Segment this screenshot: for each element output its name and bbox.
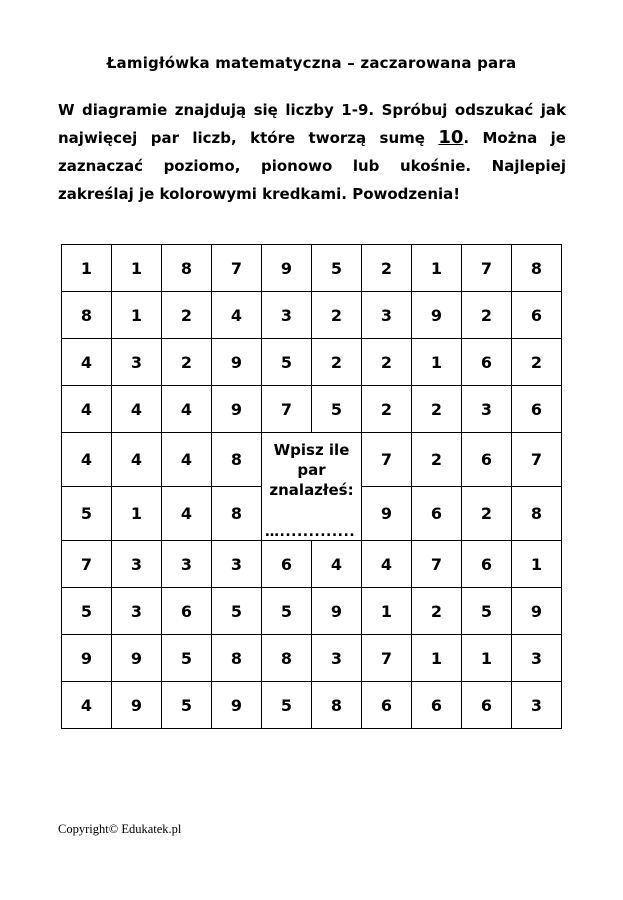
grid-cell: 1 [112, 487, 162, 541]
grid-cell: 7 [362, 635, 412, 682]
grid-cell: 3 [212, 541, 262, 588]
grid-cell: 1 [412, 339, 462, 386]
grid-cell: 6 [512, 386, 562, 433]
grid-cell: 6 [262, 541, 312, 588]
instructions-part1: W diagramie znajdują się liczby 1-9. Spróbuj odszukać jak najwięcej par liczb, które tworzą sumę [58, 101, 566, 147]
grid-cell: 4 [362, 541, 412, 588]
grid-row [62, 245, 562, 292]
grid-cell: 2 [412, 433, 462, 487]
grid-cell: 2 [462, 487, 512, 541]
grid-row [62, 386, 562, 433]
grid-row [62, 588, 562, 635]
grid-cell: 6 [362, 682, 412, 729]
grid-cell: 9 [362, 487, 412, 541]
answer-dots-line: …............. [265, 524, 356, 540]
sum-target: 10 [438, 127, 464, 148]
grid-cell: 2 [462, 292, 512, 339]
grid-cell: 7 [462, 245, 512, 292]
grid-cell: 6 [462, 541, 512, 588]
answer-label-line1: Wpisz ile par [273, 441, 350, 479]
grid-cell: 2 [162, 292, 212, 339]
grid-cell: 4 [162, 433, 212, 487]
grid-row [62, 541, 562, 588]
grid-cell: 9 [112, 682, 162, 729]
grid-cell: 3 [312, 635, 362, 682]
grid-cell: 2 [162, 339, 212, 386]
grid-cell: 9 [212, 339, 262, 386]
grid-row [62, 682, 562, 729]
grid-cell: 5 [262, 339, 312, 386]
grid-cell: 7 [62, 541, 112, 588]
grid-cell: 4 [162, 386, 212, 433]
grid-cell: 6 [412, 487, 462, 541]
grid-cell: 1 [62, 245, 112, 292]
grid-cell: 9 [412, 292, 462, 339]
grid-cell: 9 [62, 635, 112, 682]
number-grid [61, 244, 562, 729]
grid-cell: 6 [462, 339, 512, 386]
grid-cell: 8 [212, 635, 262, 682]
grid-cell: 5 [62, 588, 112, 635]
answer-cell [262, 433, 362, 541]
grid-cell: 9 [312, 588, 362, 635]
grid-cell: 2 [312, 292, 362, 339]
grid-cell: 7 [362, 433, 412, 487]
grid-cell: 6 [462, 682, 512, 729]
grid-cell: 3 [462, 386, 512, 433]
answer-label-line2: znalazłeś: [269, 481, 354, 499]
grid-cell: 7 [262, 386, 312, 433]
grid-row [62, 433, 562, 487]
grid-cell: 8 [312, 682, 362, 729]
grid-cell: 4 [312, 541, 362, 588]
grid-cell: 8 [212, 487, 262, 541]
grid-cell: 1 [412, 635, 462, 682]
grid-cell: 4 [62, 386, 112, 433]
grid-cell: 5 [262, 682, 312, 729]
grid-cell: 7 [412, 541, 462, 588]
grid-cell: 1 [412, 245, 462, 292]
grid-cell: 1 [512, 541, 562, 588]
grid-cell: 2 [512, 339, 562, 386]
grid-cell: 8 [512, 245, 562, 292]
grid-cell: 4 [212, 292, 262, 339]
grid-cell: 5 [162, 682, 212, 729]
grid-cell: 8 [62, 292, 112, 339]
grid-cell: 5 [212, 588, 262, 635]
grid-cell: 7 [512, 433, 562, 487]
grid-cell: 5 [162, 635, 212, 682]
grid-cell: 6 [462, 433, 512, 487]
grid-cell: 2 [312, 339, 362, 386]
number-grid-body [62, 245, 562, 729]
grid-cell: 5 [62, 487, 112, 541]
grid-cell: 3 [262, 292, 312, 339]
grid-cell: 1 [362, 588, 412, 635]
grid-cell: 8 [512, 487, 562, 541]
copyright-footer: Copyright© Edukatek.pl [58, 822, 182, 836]
grid-cell: 8 [212, 433, 262, 487]
grid-cell: 1 [462, 635, 512, 682]
grid-cell: 2 [362, 386, 412, 433]
grid-cell: 2 [362, 339, 412, 386]
grid-cell: 3 [112, 588, 162, 635]
grid-cell: 4 [62, 433, 112, 487]
grid-cell: 9 [212, 386, 262, 433]
grid-cell: 4 [112, 433, 162, 487]
grid-cell: 4 [62, 339, 112, 386]
grid-cell: 3 [512, 635, 562, 682]
grid-row [62, 292, 562, 339]
grid-cell: 3 [112, 541, 162, 588]
grid-cell: 8 [262, 635, 312, 682]
grid-cell: 5 [262, 588, 312, 635]
grid-cell: 6 [512, 292, 562, 339]
grid-cell: 4 [162, 487, 212, 541]
grid-cell: 2 [412, 386, 462, 433]
instructions [58, 96, 566, 208]
grid-cell: 2 [412, 588, 462, 635]
grid-cell: 5 [312, 386, 362, 433]
grid-cell: 4 [112, 386, 162, 433]
grid-cell: 3 [112, 339, 162, 386]
grid-cell: 9 [112, 635, 162, 682]
grid-cell: 1 [112, 292, 162, 339]
grid-cell: 1 [112, 245, 162, 292]
grid-cell: 3 [512, 682, 562, 729]
page-title: Łamigłówka matematyczna – zaczarowana para [106, 54, 517, 72]
grid-cell: 5 [462, 588, 512, 635]
grid-cell: 9 [262, 245, 312, 292]
grid-cell: 5 [312, 245, 362, 292]
grid-cell: 6 [162, 588, 212, 635]
grid-cell: 2 [362, 245, 412, 292]
grid-row [62, 339, 562, 386]
grid-cell: 3 [162, 541, 212, 588]
grid-cell: 3 [362, 292, 412, 339]
instructions-part2: . Można je zaznaczać poziomo, pionowo lub ukośnie. Najlepiej zakreślaj je kolorowymi kredkami. Powodzenia! [58, 129, 566, 203]
grid-cell: 6 [412, 682, 462, 729]
grid-cell: 8 [162, 245, 212, 292]
grid-cell: 9 [212, 682, 262, 729]
grid-cell: 9 [512, 588, 562, 635]
grid-row [62, 635, 562, 682]
grid-cell: 7 [212, 245, 262, 292]
grid-cell: 4 [62, 682, 112, 729]
